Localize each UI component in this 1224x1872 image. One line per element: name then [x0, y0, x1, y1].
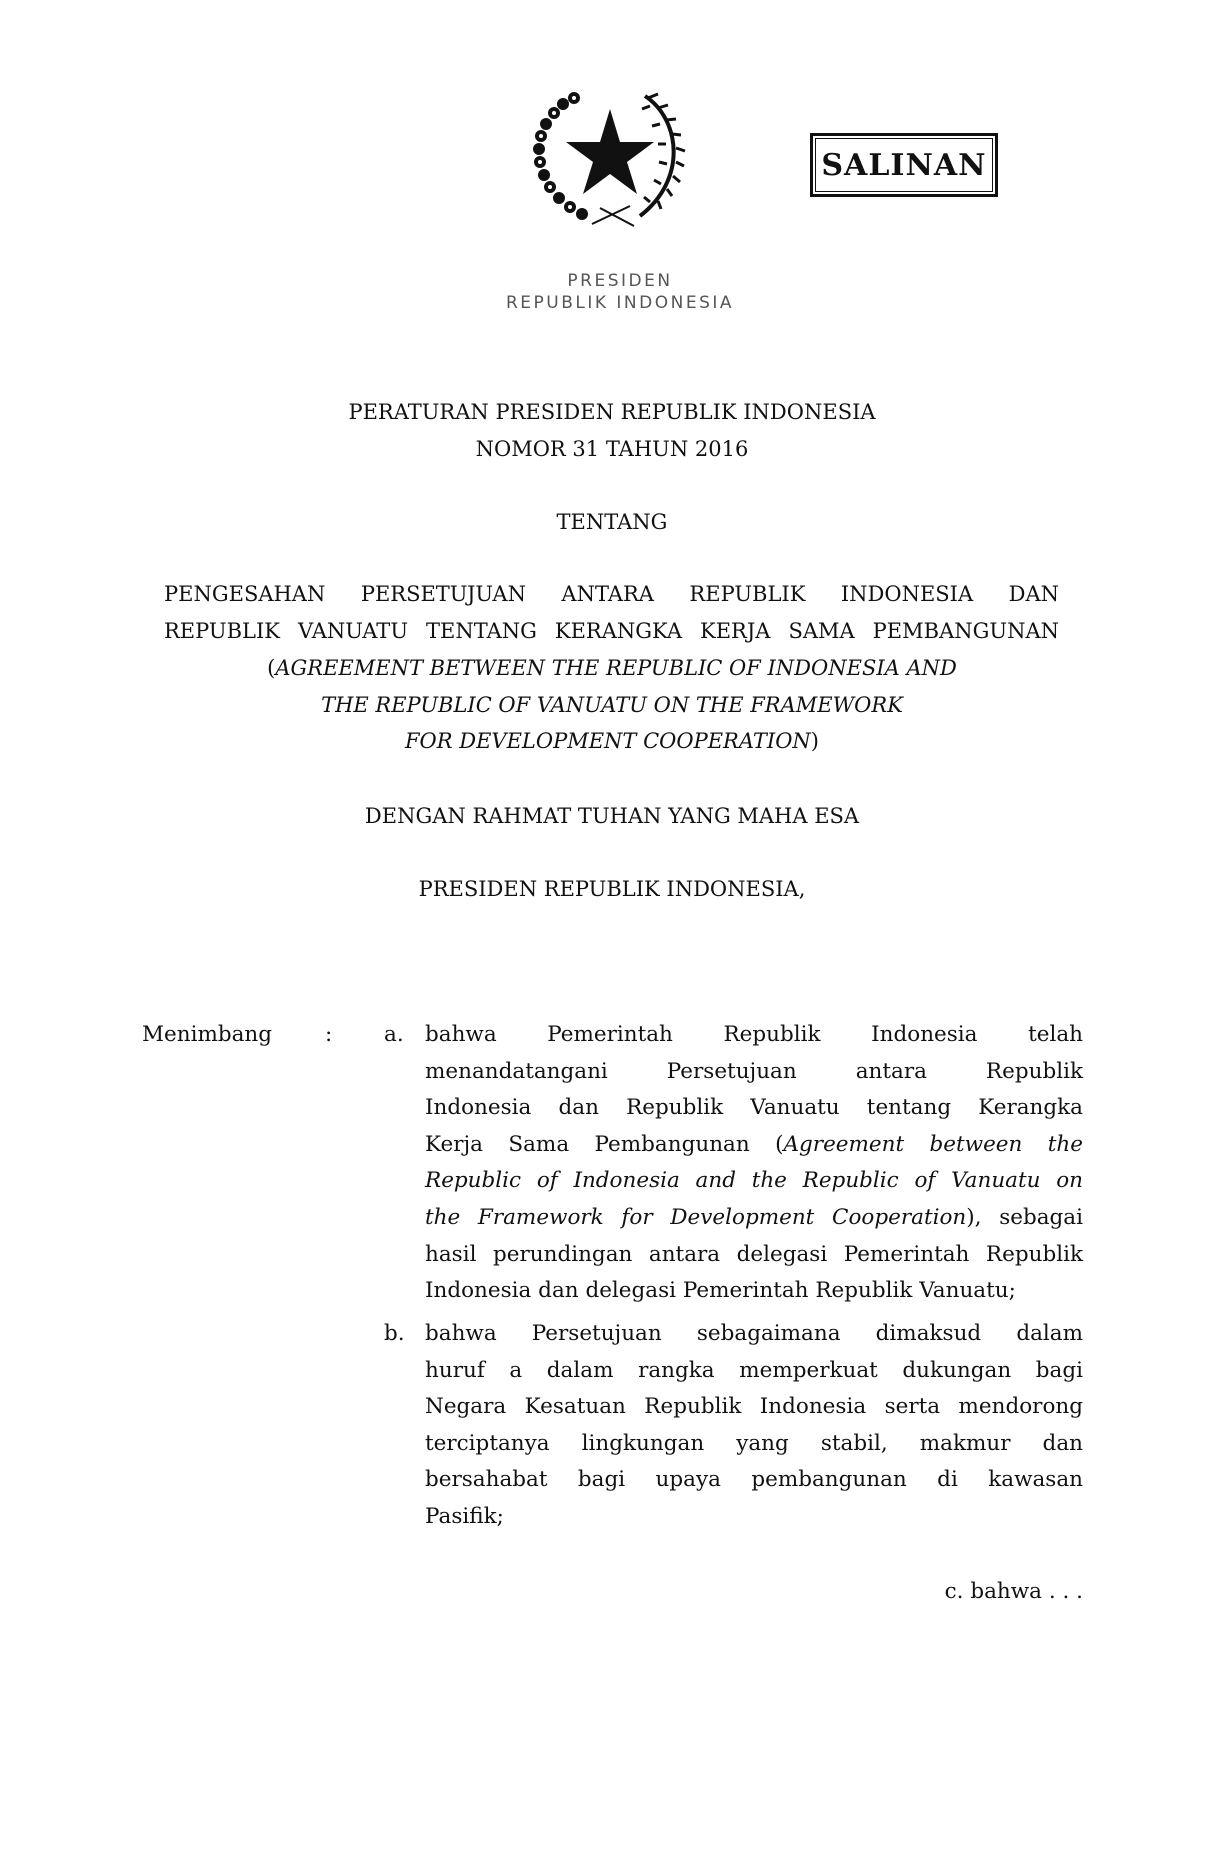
- item-line: terciptanya lingkungan yang stabil, makmur dan: [425, 1430, 1083, 1456]
- item-line: huruf a dalam rangka memperkuat dukungan bagi: [425, 1357, 1083, 1383]
- garuda-star-emblem-icon: [530, 84, 690, 234]
- item-line: the Framework for Development Cooperation), sebagai: [425, 1205, 1083, 1230]
- item-marker: a.: [384, 1022, 404, 1047]
- tentang-heading: TENTANG: [556, 510, 668, 534]
- item-line: Republic of Indonesia and the Republic of Vanuatu on: [425, 1168, 1083, 1194]
- item-line: Kerja Sama Pembangunan (Agreement between the: [425, 1131, 1083, 1157]
- office-line-republic: REPUBLIK INDONESIA: [505, 293, 735, 313]
- item-line: menandatangani Persetujuan antara Republik: [425, 1058, 1083, 1084]
- item-line: Indonesia dan delegasi Pemerintah Republik Vanuatu;: [425, 1278, 1016, 1304]
- item-line: Pasifik;: [425, 1504, 504, 1529]
- subject-line: REPUBLIK VANUATU TENTANG KERANGKA KERJA SAMA PEMBANGUNAN: [164, 619, 1059, 643]
- continuation-marker: c. bahwa . . .: [944, 1579, 1083, 1604]
- subject-line: FOR DEVELOPMENT COOPERATION): [404, 729, 819, 753]
- regulation-number: NOMOR 31 TAHUN 2016: [475, 437, 749, 461]
- item-line: Indonesia dan Republik Vanuatu tentang Kerangka: [425, 1095, 1083, 1121]
- regulation-title: PERATURAN PRESIDEN REPUBLIK INDONESIA: [348, 400, 876, 424]
- preamble: DENGAN RAHMAT TUHAN YANG MAHA ESA: [364, 804, 860, 828]
- salinan-stamp: SALINAN: [810, 133, 998, 197]
- item-line: Negara Kesatuan Republik Indonesia serta mendorong: [425, 1394, 1083, 1420]
- item-line: bersahabat bagi upaya pembangunan di kawasan: [425, 1467, 1083, 1493]
- subject-line: (AGREEMENT BETWEEN THE REPUBLIC OF INDONESIA AND: [267, 656, 957, 680]
- subject-line: PENGESAHAN PERSETUJUAN ANTARA REPUBLIK INDONESIA DAN: [164, 582, 1059, 606]
- subject-line: THE REPUBLIC OF VANUATU ON THE FRAMEWORK: [321, 693, 903, 717]
- menimbang-label: Menimbang: [142, 1022, 273, 1047]
- item-line: hasil perundingan antara delegasi Pemerintah Republik: [425, 1241, 1083, 1267]
- menimbang-colon: :: [325, 1022, 333, 1047]
- item-marker: b.: [384, 1321, 405, 1346]
- office-line-president: PRESIDEN: [567, 271, 673, 291]
- president-heading: PRESIDEN REPUBLIK INDONESIA,: [418, 877, 806, 901]
- item-line: bahwa Pemerintah Republik Indonesia telah: [425, 1022, 1083, 1047]
- item-line: bahwa Persetujuan sebagaimana dimaksud dalam: [425, 1321, 1083, 1346]
